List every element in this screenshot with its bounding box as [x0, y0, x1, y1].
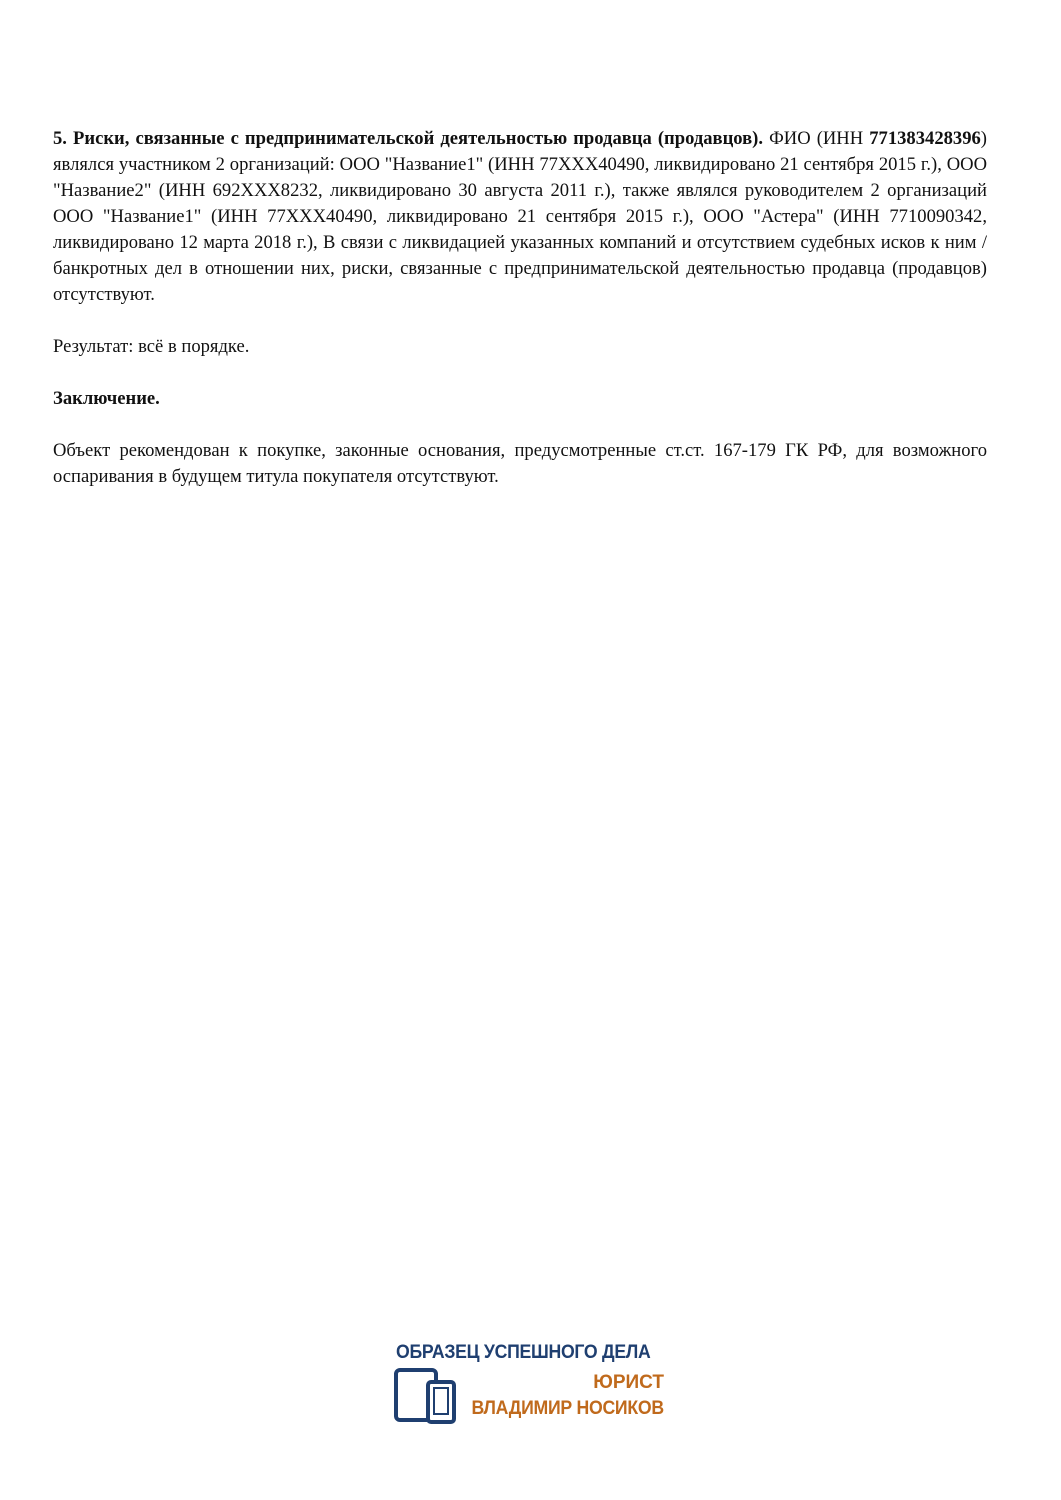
logo-line-2: ЮРИСТ [593, 1372, 664, 1393]
watermark-logo [392, 1340, 668, 1430]
section-5-paragraph [53, 126, 987, 308]
section-5-heading: 5. Риски, связанные с предпринимательской деятельностью продавца (продавцов). [53, 128, 764, 149]
result-line: Результат: всё в порядке. [53, 336, 250, 357]
logo-line-1: ОБРАЗЕЦ УСПЕШНОГО ДЕЛА [396, 1342, 651, 1363]
devices-icon [394, 1368, 456, 1424]
section-5-text-pre-inn: ФИО (ИНН [763, 128, 870, 149]
section-5-text-body: ) являлся участником 2 организаций: ООО "Название1" (ИНН 77ХХХ40490, ликвидировано 21 сентября 2015 г.), ООО "Название2" (ИНН 692ХХХ8232, ликвидировано 30 августа 2011 г.), также являлся руководителем 2 организаций ООО "Название1" (ИНН 77ХХХ40490, ликвидировано 21 сентября 2015 г.), ООО "Астера" (ИНН 7710090342, ликвидировано 12 марта 2018 г.), В связи с ликвидацией указанных компаний и отсутствием судебных исков к ним / банкротных дел в отношении них, риски, связанные с предпринимательской деятельностью продавца (продавцов) отсутствуют. [53, 128, 987, 305]
document-content [53, 126, 987, 516]
conclusion-heading: Заключение. [53, 388, 160, 409]
seller-inn: 771383428396 [869, 128, 981, 149]
conclusion-text: Объект рекомендован к покупке, законные основания, предусмотренные ст.ст. 167-179 ГК РФ, для возможного оспаривания в будущем титула покупателя отсутствуют. [53, 440, 987, 487]
logo-line-3: ВЛАДИМИР НОСИКОВ [471, 1398, 664, 1419]
